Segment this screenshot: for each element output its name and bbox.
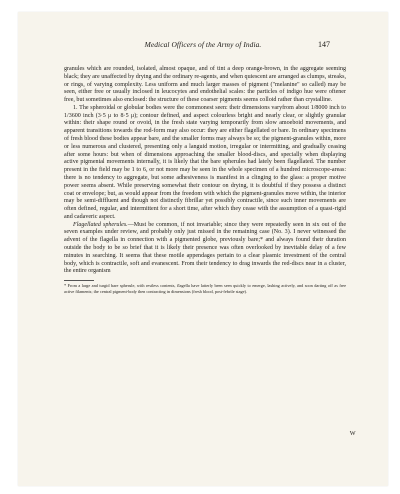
footnote: * From a large and turgid bare spherule, with restless contents, flagella have latterly been seen quickly to emerge, lashing actively, and soon darting off as free active filaments; the central pigment-body then contracting in dimensions (fresh blood, post-febrile stage).	[64, 283, 346, 294]
section-heading-flagellated: Flagellated spherules.	[73, 221, 128, 228]
page-number: 147	[318, 40, 330, 49]
paragraph-pigment-granules: granules which are rounded, isolated, almost opaque, and of tint a deep orange-brown, in the aggregate seeming black; they are unaffected by drying and the ordinary re-agents, and when quiescent are arranged as clumps, streaks, or rings, of varying complexity. Less uniform and much larger masses of pigment ("melanine" so called) may be seen, either free or usually inclosed in leucocytes and endothelial scales: the particles of indigo hue were oftener free, but sometimes also enclosed: the structure of these coarser pigments seems colloid rather than crystalline.	[64, 66, 346, 104]
paragraph-flagellated-text: —Must be common, if not invariable; since they were repeatedly seen in six out of the seven examples under review, and probably only just missed in the remaining case (No. 3). I never witnessed the advent of the flagella in connection with a pigmented globe, previously bare;* and always found their duration outside the body to be so brief that it is likely their presence was often overlooked by inevitable delay of a few minutes in searching. It seems that these motile appendages pertain to a clear plasmic investment of the central body, which is contractile, soft and evanescent. From their tendency to drag inwards the red-discs near in a cluster, the entire organism	[64, 221, 347, 275]
paragraph-flagellated-spherules	[64, 222, 346, 276]
paragraph-spheroidal-bodies: 1. The spheroidal or globular bodies were the commonest seen: their dimensions varyfrom about 1/8000 inch to 1/3600 inch (3·5 μ to 8·5 μ); contour defined, and aspect colourless bright and nearly clear, or slightly granular within: their shape round or ovoid, in the fresh state varying temporarily from slow amoeboid movements, and apparent transitions towards the rod-form may also occur: they are either flagellated or bare. In ordinary specimens of fresh blood these bodies appear bare, and the smaller forms may always be so; the pigment-granules within, more or less numerous and clustered, presenting only a languid motion, irregular or intermitting, and gradually ceasing after some hours: but when of dimensions approaching the smaller blood-discs, and specially when displaying active pigmental movements internally, it is likely that the bare spherules had lately been flagellated. The number present in the field may be 1 to 6, or not more may be seen in the whole specimen of a hundred microscope-areas: there is no tendency to aggregate, but some adhesiveness is manifest in a clinging to the glass: a proper motive power seems absent. While preserving somewhat their contour on drying, it is doubtful if they possess a distinct coat or envelope; but, as would appear from the freedom with which the pigment-granules move within, the interior may be semi-diffluent and though not distinctly fibrillar yet possibly contractile, since such inner movements are often defined, regular, and intermittent for a short time, after which they cease with the assumption of a quasi-rigid and cadaveric aspect.	[64, 104, 346, 220]
document-page	[18, 12, 388, 486]
body-text	[64, 66, 346, 294]
footnote-divider	[64, 280, 94, 281]
signature-mark: W	[349, 430, 356, 437]
running-title: Medical Officers of the Army of India.	[144, 40, 262, 49]
page-header	[18, 40, 388, 54]
